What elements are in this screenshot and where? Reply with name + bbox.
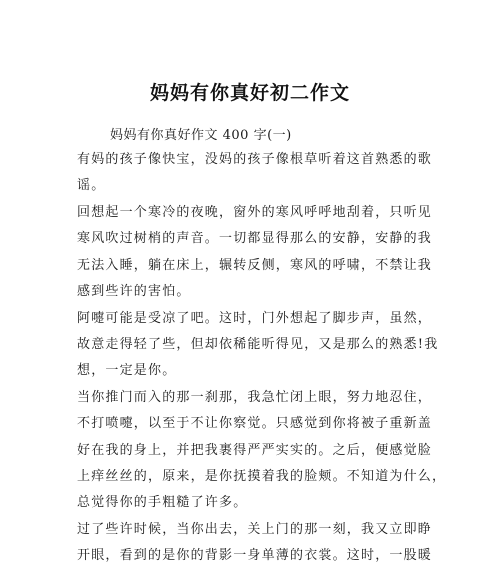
paragraph-line: 好在我的身上，并把我裹得严严实实的。之后，便感觉脸	[77, 443, 433, 458]
paragraph-line: 回想起一个寒冷的夜晚，窗外的寒风呼呼地刮着，只听见	[77, 205, 433, 220]
paragraph-line: 有妈的孩子像快宝，没妈的孩子像根草听着这首熟悉的歌	[77, 152, 433, 167]
paragraph-line: 上痒丝丝的，原来，是你抚摸着我的脸颊。不知道为什么，	[77, 469, 447, 484]
paragraph-line: 阿嚏可能是受凉了吧。这时，门外想起了脚步声，虽然，	[77, 311, 433, 326]
paragraph-line: 想，一定是你。	[77, 363, 177, 378]
document-subtitle: 妈妈有你真好作文 400 字(一)	[110, 128, 292, 143]
paragraph-line: 感到些许的害怕。	[77, 284, 191, 299]
paragraph-line: 谣。	[77, 178, 106, 193]
document-title: 妈妈有你真好初二作文	[149, 82, 350, 104]
paragraph-line: 无法入睡，躺在床上，辗转反侧，寒风的呼啸，不禁让我	[77, 258, 433, 273]
paragraph-line: 开眼，看到的是你的背影一身单薄的衣裳。这时，一股暖	[77, 548, 433, 563]
paragraph-line: 故意走得轻了些，但却依稀能听得见，又是那么的熟悉!我	[77, 337, 439, 352]
paragraph-line: 不打喷嚏，以至于不让你察觉。只感觉到你将被子重新盖	[77, 416, 433, 431]
paragraph-line: 当你推门而入的那一刹那，我急忙闭上眼，努力地忍住，	[77, 390, 433, 405]
paragraph-line: 总觉得你的手粗糙了许多。	[77, 495, 248, 510]
paragraph-line: 过了些许时候，当你出去，关上门的那一刻，我又立即睁	[77, 522, 433, 537]
paragraph-line: 寒风吹过树梢的声音。一切都显得那么的安静，安静的我	[77, 231, 433, 246]
